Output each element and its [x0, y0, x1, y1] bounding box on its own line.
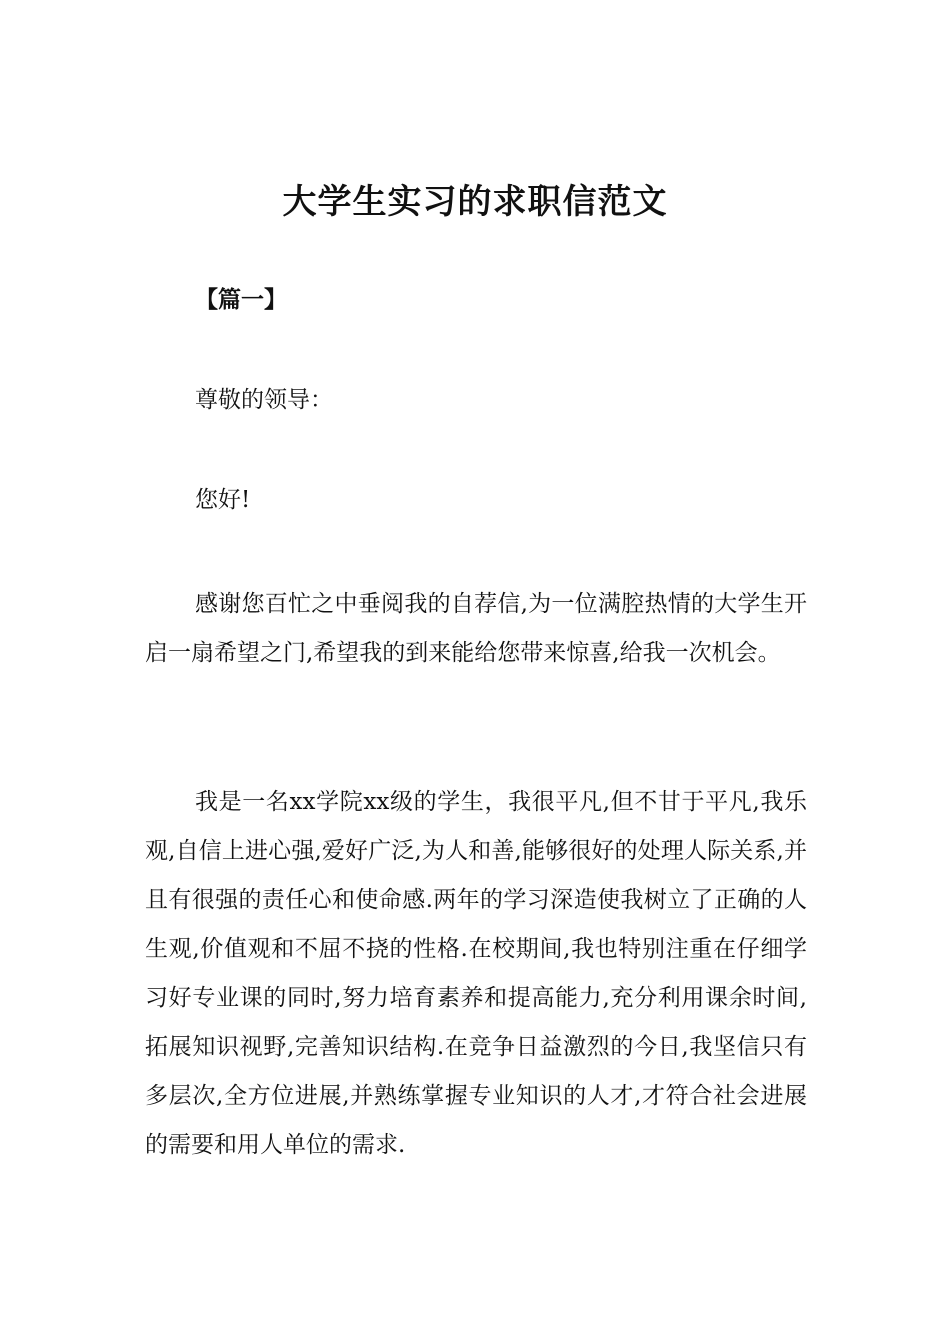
salutation: 尊敬的领导： — [195, 387, 333, 413]
greeting: 您好! — [195, 487, 251, 513]
section-heading: 【篇一】 — [195, 287, 287, 313]
body-paragraph-2: 我是一名xx学院xx级的学生，我很平凡,但不甘于平凡,我乐观,自信上进心强,爱好广泛,为人和善,能够很好的处理人际关系,并且有很强的责任心和使命感.两年的学习深造使我树立了正确的人生观,价值观和不屈不挠的性格.在校期间,我也特别注重在仔细学习好专业课的同时,努力培育素养和提高能力,充分利用课余时间,拓展知识视野,完善知识结构.在竞争日益激烈的今日,我坚信只有多层次,全方位进展,并熟练掌握专业知识的人才,才符合社会进展的需要和用人单位的需求. — [145, 789, 807, 1158]
body-paragraph-1: 感谢您百忙之中垂阅我的自荐信,为一位满腔热情的大学生开启一扇希望之门,希望我的到来能给您带来惊喜,给我一次机会。 — [145, 591, 807, 666]
document-title: 大学生实习的求职信范文 — [282, 182, 668, 222]
